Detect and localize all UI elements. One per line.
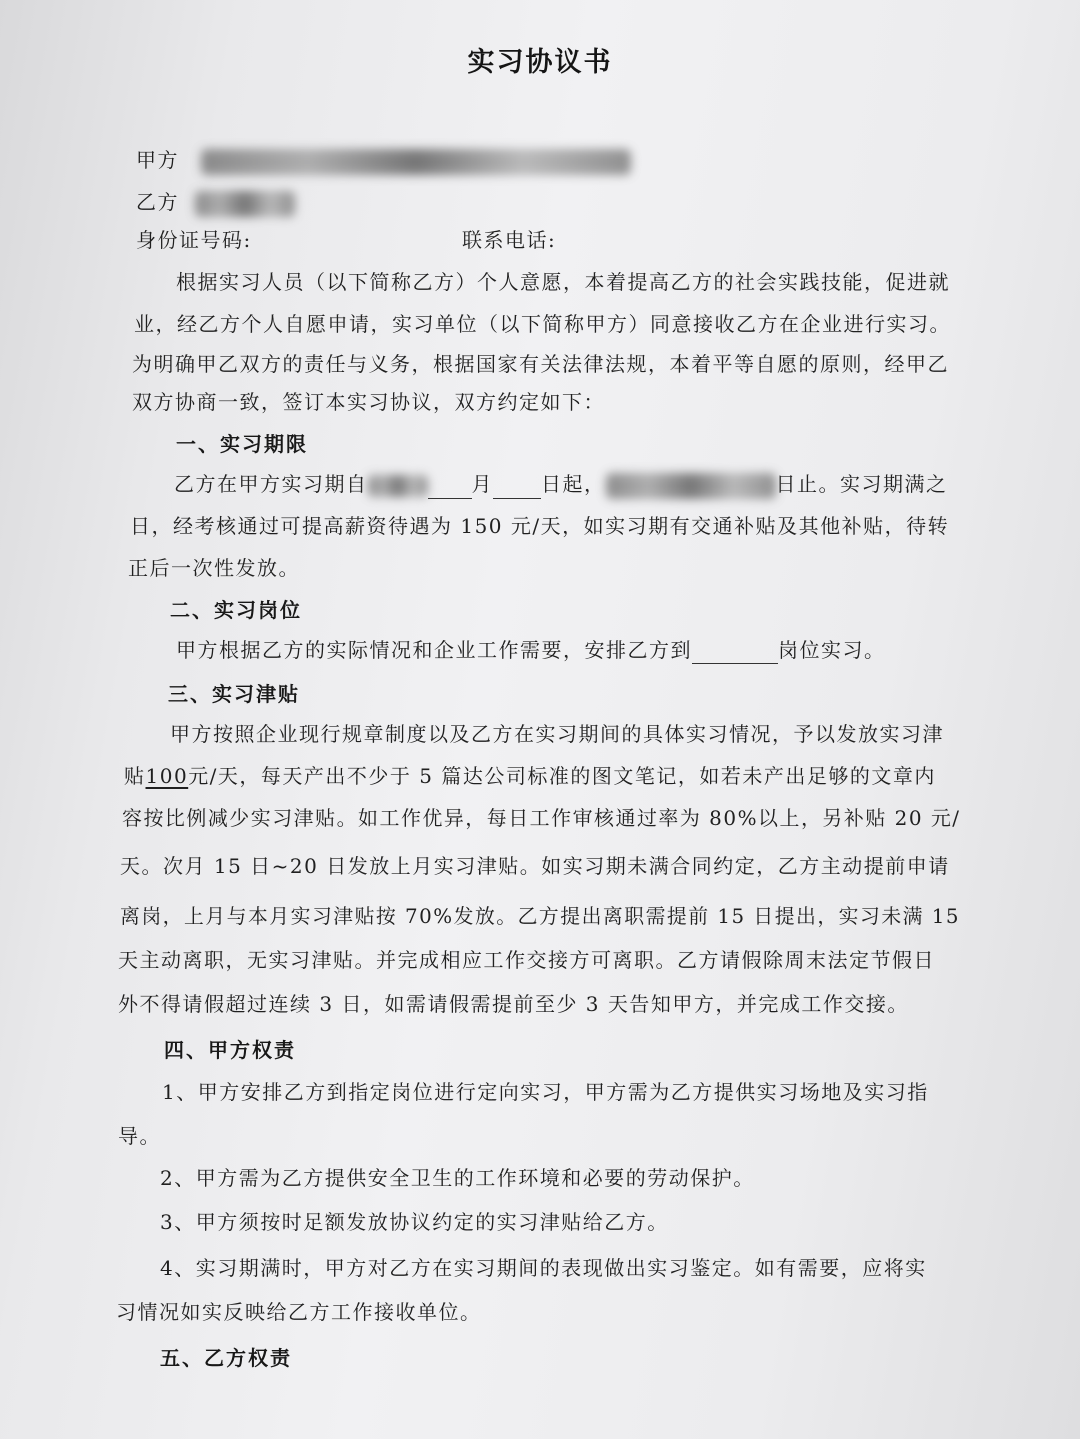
- end-date-redacted: [606, 473, 776, 499]
- section-5-title: 五、乙方权责: [160, 1346, 292, 1370]
- s3-line-3: 容按比例减少实习津贴。如工作优异，每日工作审核通过率为 80%以上，另补贴 20 元/: [122, 806, 961, 830]
- phone-label: 联系电话:: [462, 228, 557, 252]
- s2-line-1-text-b: 岗位实习。: [778, 638, 886, 662]
- s2-line-1-text-a: 甲方根据乙方的实际情况和企业工作需要，安排乙方到: [176, 638, 692, 662]
- s2-line-1: [176, 636, 886, 664]
- section-1-title: 一、实习期限: [176, 432, 308, 456]
- id-number-label: 身份证号码:: [136, 228, 252, 252]
- s3-line-6: 天主动离职，无实习津贴。并完成相应工作交接方可离职。乙方请假除周末法定节假日: [118, 948, 935, 972]
- intro-line-3: 为明确甲乙双方的责任与义务，根据国家有关法律法规，本着平等自愿的原则，经甲乙: [132, 352, 949, 376]
- s3-line-5: 离岗，上月与本月实习津贴按 70%发放。乙方提出离职需提前 15 日提出，实习未满 15: [120, 904, 961, 928]
- party-b-name-redacted: [195, 191, 295, 217]
- intro-line-4: 双方协商一致，签订本实习协议，双方约定如下：: [132, 390, 605, 414]
- party-b-label: 乙方: [136, 190, 179, 214]
- s3-line-7: 外不得请假超过连续 3 日，如需请假需提前至少 3 天告知甲方，并完成工作交接。: [118, 992, 909, 1016]
- allowance-amount: 100: [145, 764, 189, 788]
- position-blank: [692, 641, 778, 664]
- start-month-blank: [428, 476, 472, 499]
- s4-item-4-line-2: 习情况如实反映给乙方工作接收单位。: [116, 1300, 482, 1324]
- s4-item-1-line-1: 1、甲方安排乙方到指定岗位进行定向实习，甲方需为乙方提供实习场地及实习指: [162, 1080, 929, 1104]
- section-2-title: 二、实习岗位: [170, 598, 302, 622]
- s1-line-3: 正后一次性发放。: [128, 556, 300, 580]
- s4-item-2: 2、甲方需为乙方提供安全卫生的工作环境和必要的劳动保护。: [160, 1166, 755, 1190]
- intro-line-2: 业，经乙方个人自愿申请，实习单位（以下简称甲方）同意接收乙方在企业进行实习。: [134, 312, 951, 336]
- section-3-title: 三、实习津贴: [168, 682, 300, 706]
- s3-line-1: 甲方按照企业现行规章制度以及乙方在实习期间的具体实习情况，予以发放实习津: [170, 722, 944, 746]
- s3-line-2-text-a: 贴: [124, 764, 146, 788]
- s1-line-2: 日，经考核通过可提高薪资待遇为 150 元/天，如实习期有交通补贴及其他补贴，待转: [130, 514, 950, 538]
- s1-line-1-text-b: 月: [471, 472, 493, 496]
- s1-line-1: [174, 470, 948, 499]
- s3-line-4: 天。次月 15 日~20 日发放上月实习津贴。如实习期未满合同约定，乙方主动提前申请: [120, 854, 950, 878]
- section-4-title: 四、甲方权责: [164, 1038, 296, 1062]
- start-day-blank: [493, 476, 541, 499]
- s4-item-4-line-1: 4、实习期满时，甲方对乙方在实习期间的表现做出实习鉴定。如有需要，应将实: [160, 1256, 927, 1280]
- s3-line-2-text-b: 元/天，每天产出不少于 5 篇达公司标准的图文笔记，如若未产出足够的文章内: [188, 764, 936, 788]
- intro-line-1: 根据实习人员（以下简称乙方）个人意愿，本着提高乙方的社会实践技能，促进就: [176, 270, 950, 294]
- s1-line-1-text-d: 日止。实习期满之: [775, 472, 948, 496]
- s1-line-1-text-c: 日起，: [541, 472, 606, 496]
- party-a-name-redacted: [201, 149, 631, 175]
- s4-item-3: 3、甲方须按时足额发放协议约定的实习津贴给乙方。: [160, 1210, 669, 1234]
- document-title: 实习协议书: [467, 47, 613, 78]
- party-a-line: [136, 146, 631, 175]
- s1-line-1-text-a: 乙方在甲方实习期自: [174, 472, 368, 496]
- party-b-line: [136, 188, 295, 217]
- party-a-label: 甲方: [136, 148, 179, 172]
- s3-line-2: [124, 762, 936, 790]
- s4-item-1-line-2: 导。: [118, 1124, 161, 1148]
- start-year-redacted: [368, 475, 428, 497]
